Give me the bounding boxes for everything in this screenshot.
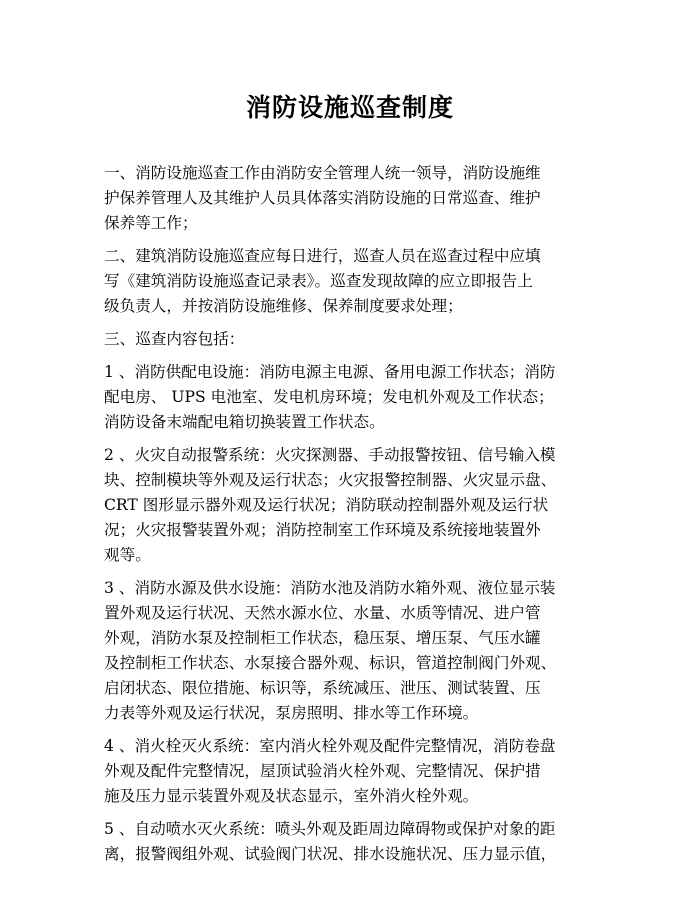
paragraph-line: 2 、火灾自动报警系统：火灾探测器、手动报警按钮、信号输入模 xyxy=(104,446,556,464)
paragraph-line: 三、巡查内容包括： xyxy=(104,330,245,348)
paragraph-line: 及控制柜工作状态、水泵接合器外观、标识，管道控制阀门外观、 xyxy=(104,654,557,672)
paragraph-3 xyxy=(104,327,596,352)
paragraph-2 xyxy=(104,244,596,319)
paragraph-line: 外观，消防水泵及控制柜工作状态，稳压泵、增压泵、气压水罐 xyxy=(104,629,541,647)
paragraph-line: 配电房、 UPS 电池室、发电机房环境；发电机外观及工作状态； xyxy=(104,388,554,406)
paragraph-line: 写《建筑消防设施巡查记录表》。巡查发现故障的应立即报告上 xyxy=(104,272,533,290)
paragraph-line: 护保养管理人及其维护人员具体落实消防设施的日常巡查、维护 xyxy=(104,189,541,207)
document-title: 消防设施巡查制度 xyxy=(245,93,454,122)
paragraph-line: 3 、消防水源及供水设施：消防水池及消防水箱外观、液位显示装 xyxy=(104,579,556,597)
paragraph-line: 消防设备末端配电箱切换装置工作状态。 xyxy=(104,413,385,431)
paragraph-line: 力表等外观及运行状况，泵房照明、排水等工作环境。 xyxy=(104,704,479,722)
document-body xyxy=(104,161,596,875)
paragraph-line: 5 、自动喷水灭火系统：喷头外观及距周边障碍物或保护对象的距 xyxy=(104,820,556,838)
paragraph-line: 施及压力显示装置外观及状态显示，室外消火栓外观。 xyxy=(104,787,479,805)
paragraph-8 xyxy=(104,817,596,867)
paragraph-4 xyxy=(104,360,596,435)
paragraph-line: 二、建筑消防设施巡查应每日进行，巡查人员在巡查过程中应填 xyxy=(104,247,541,265)
paragraph-line: 保养等工作； xyxy=(104,214,198,232)
paragraph-1 xyxy=(104,161,596,236)
paragraph-line: 观等。 xyxy=(104,546,151,564)
paragraph-line: 1 、消防供配电设施：消防电源主电源、备用电源工作状态；消防 xyxy=(104,363,556,381)
paragraph-6 xyxy=(104,576,596,726)
paragraph-line: 4 、消火栓灭火系统：室内消火栓外观及配件完整情况，消防卷盘 xyxy=(104,737,556,755)
paragraph-line: CRT 图形显示器外观及运行状况；消防联动控制器外观及运行状 xyxy=(104,496,549,514)
paragraph-line: 置外观及运行状况、天然水源水位、水量、水质等情况、进户管 xyxy=(104,604,541,622)
paragraph-line: 外观及配件完整情况，屋顶试验消火栓外观、完整情况、保护措 xyxy=(104,762,541,780)
paragraph-line: 块、控制模块等外观及运行状态；火灾报警控制器、火灾显示盘、 xyxy=(104,471,557,489)
paragraph-line: 离，报警阀组外观、试验阀门状况、排水设施状况、压力显示值， xyxy=(104,845,557,863)
paragraph-line: 况；火灾报警装置外观；消防控制室工作环境及系统接地装置外 xyxy=(104,521,541,539)
paragraph-line: 启闭状态、限位措施、标识等，系统减压、泄压、测试装置、压 xyxy=(104,679,541,697)
paragraph-7 xyxy=(104,734,596,809)
paragraph-5 xyxy=(104,443,596,568)
paragraph-line: 一、消防设施巡查工作由消防安全管理人统一领导，消防设施维 xyxy=(104,164,541,182)
paragraph-line: 级负责人，并按消防设施维修、保养制度要求处理； xyxy=(104,297,463,315)
